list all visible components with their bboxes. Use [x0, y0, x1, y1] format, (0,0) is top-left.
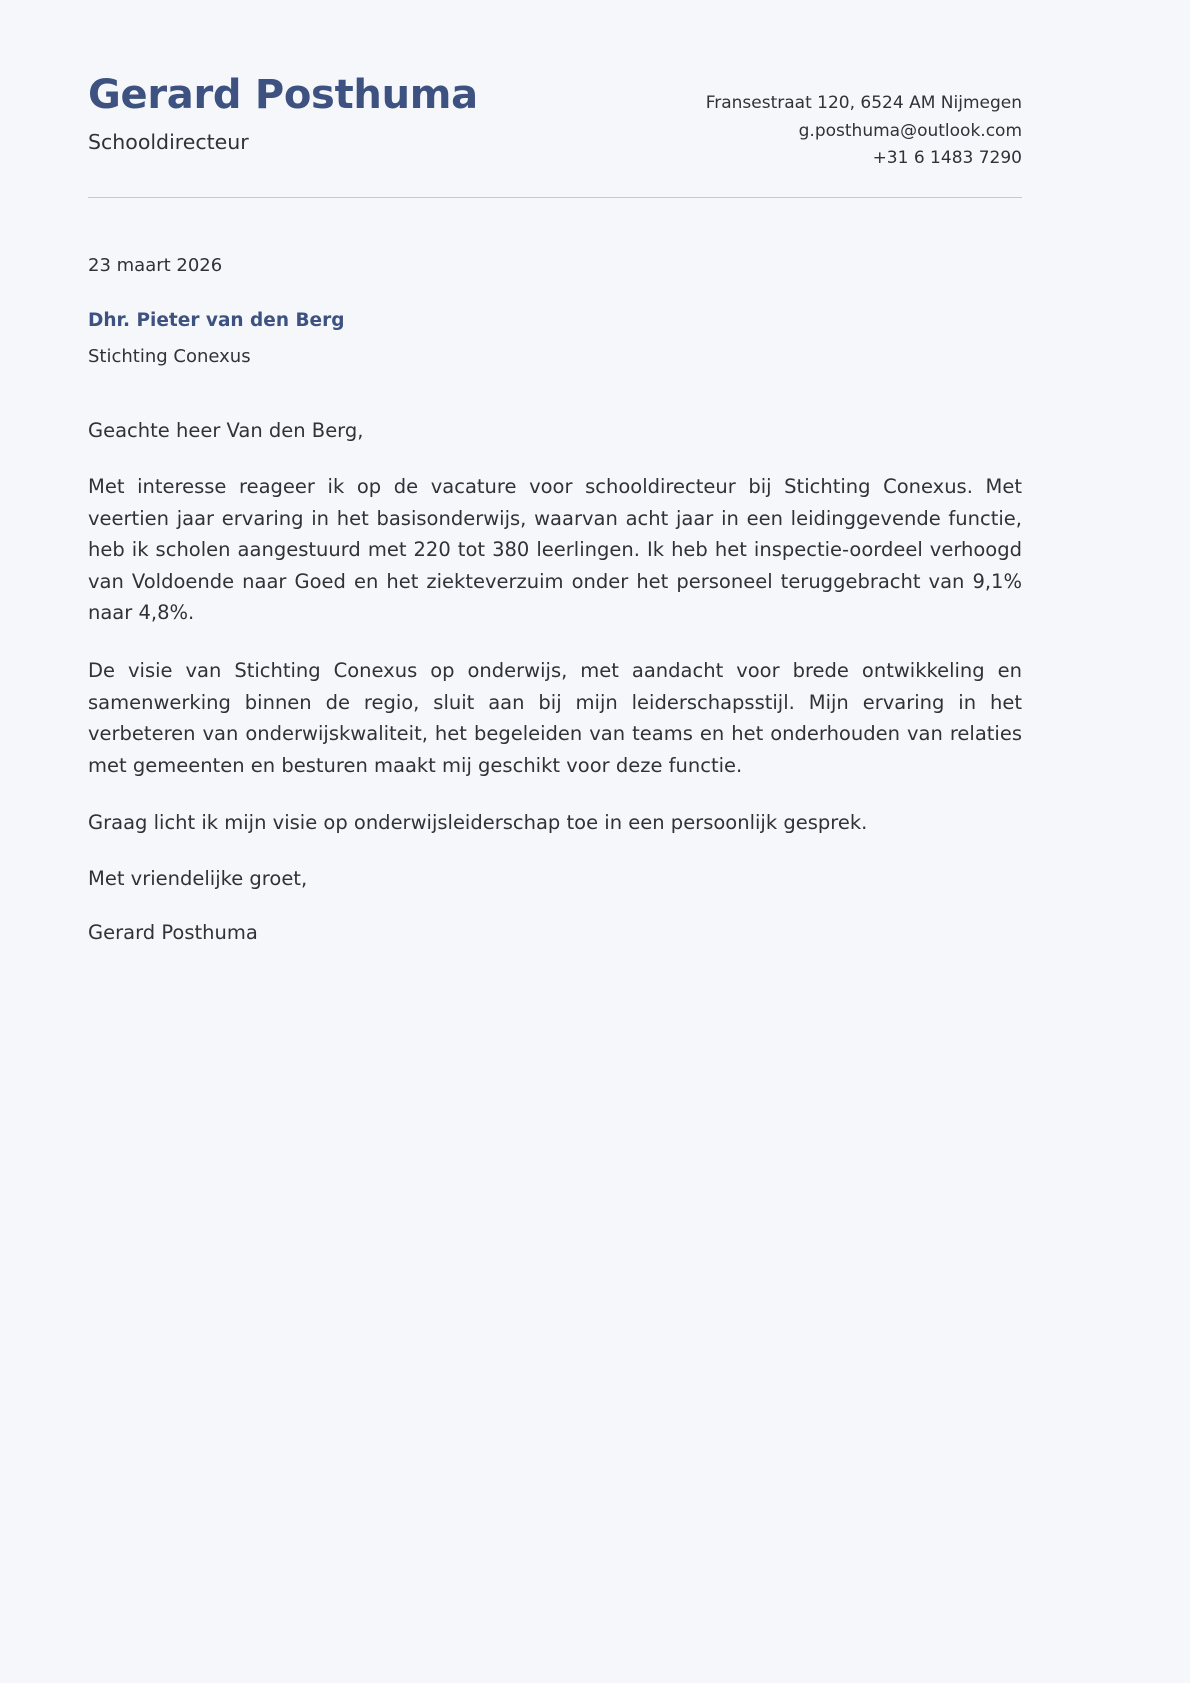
contact-block	[706, 70, 1022, 173]
letter-salutation: Geachte heer Van den Berg,	[88, 418, 364, 442]
letter-date: 23 maart 2026	[88, 254, 223, 276]
letter-paragraph-2: De visie van Stichting Conexus op onderwijs, met aandacht voor brede ontwikkeling en samenwerking binnen de regio, sluit aan bij mijn leiderschapsstijl. Mijn ervaring in het verbeteren van onderwijskwaliteit, het begeleiden van teams en het onderhouden van relaties met gemeenten en besturen maakt mij geschikt voor deze functie.	[88, 659, 1022, 777]
contact-phone[interactable]: +31 6 1483 7290	[872, 148, 1022, 169]
applicant-job-title: Schooldirecteur	[88, 129, 249, 154]
letter-sheet	[88, 0, 1022, 947]
letter-signature: Gerard Posthuma	[88, 921, 258, 945]
applicant-name: Gerard Posthuma	[88, 72, 478, 118]
recipient-organization: Stichting Conexus	[88, 345, 251, 367]
contact-email[interactable]: g.posthuma@outlook.com	[798, 120, 1022, 141]
contact-address: Fransestraat 120, 6524 AM Nijmegen	[705, 93, 1022, 113]
identity-block	[88, 70, 478, 154]
letter-body	[88, 369, 1022, 948]
letter-paragraph-1: Met interesse reageer ik op de vacature voor schooldirecteur bij Stichting Conexus. Met veertien jaar ervaring in het basisonderwijs, waarvan acht jaar in een leidinggevende functie, heb ik scholen aangestuurd met 220 tot 380 leerlingen. Ik heb het inspectie-oordeel verhoogd van Voldoende naar Goed en het ziekteverzuim onder het personeel teruggebracht van 9,1% naar 4,8%.	[88, 475, 1022, 625]
letter-closing: Met vriendelijke groet,	[88, 866, 308, 890]
letter-meta-block	[88, 198, 1022, 369]
letter-paragraph-3: Graag licht ik mijn visie op onderwijsleiderschap toe in een persoonlijk gesprek.	[88, 811, 868, 835]
letter-header	[88, 0, 1022, 173]
recipient-name: Dhr. Pieter van den Berg	[88, 309, 345, 331]
